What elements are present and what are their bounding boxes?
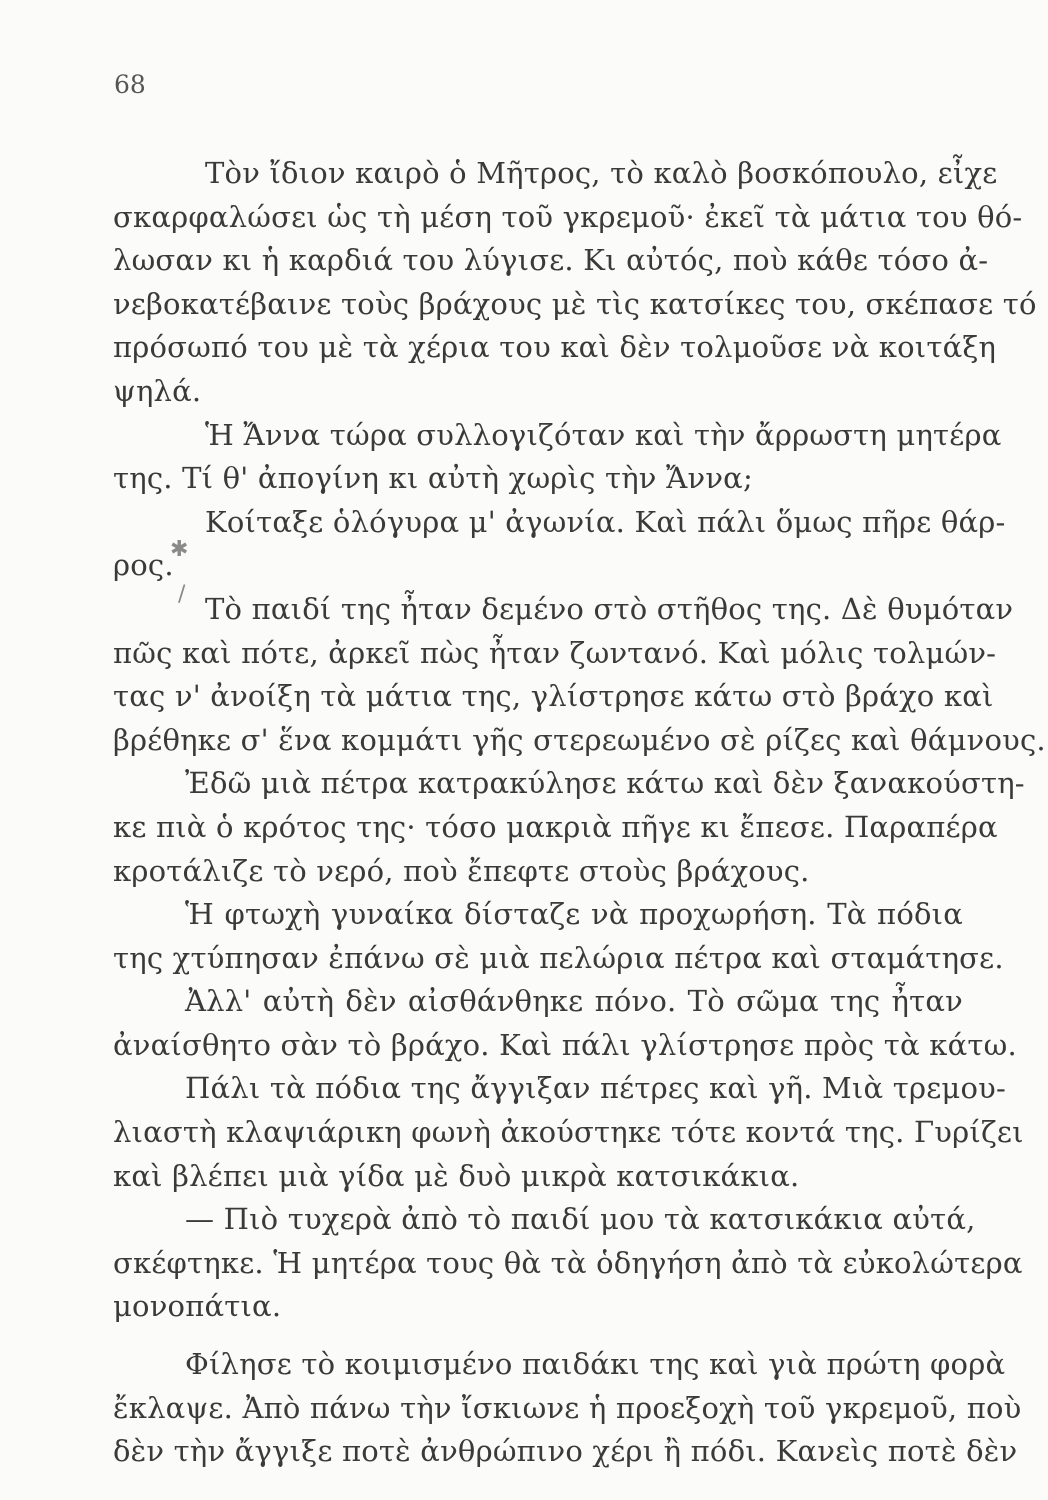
- text-line: καὶ βλέπει μιὰ γίδα μὲ δυὸ μικρὰ κατσικάκια.: [113, 1158, 800, 1193]
- text-line: ρος.: [113, 548, 174, 583]
- text-line: λιαστὴ κλαψιάρικη φωνὴ ἀκούστηκε τότε κοντά της. Γυρίζει: [113, 1115, 1024, 1150]
- text-line: ἀναίσθητο σὰν τὸ βράχο. Καὶ πάλι γλίστρησε πρὸς τὰ κάτω.: [113, 1027, 1017, 1062]
- text-line: Κοίταξε ὁλόγυρα μ' ἀγωνία. Καὶ πάλι ὅμως πῆρε θάρ-: [205, 504, 1006, 539]
- text-line: Φίλησε τὸ κοιμισμένο παιδάκι της καὶ γιὰ πρώτη φορὰ: [185, 1347, 1006, 1382]
- text-line: ψηλά.: [113, 373, 202, 408]
- text-line: ἔκλαψε. Ἀπὸ πάνω τὴν ἴσκιωνε ἡ προεξοχὴ τοῦ γκρεμοῦ, ποὺ: [113, 1390, 1022, 1425]
- text-line: της. Τί θ' ἀπογίνη κι αὐτὴ χωρὶς τὴν Ἄννα;: [113, 461, 753, 496]
- text-line: Ἡ Ἄννα τώρα συλλογιζόταν καὶ τὴν ἄρρωστη μητέρα: [205, 417, 1002, 452]
- text-line: — Πιὸ τυχερὰ ἀπὸ τὸ παιδί μου τὰ κατσικάκια αὐτά,: [185, 1202, 976, 1237]
- text-line: σκαρφαλώσει ὡς τὴ μέση τοῦ γκρεμοῦ· ἐκεῖ τὰ μάτια του θό-: [113, 199, 1023, 234]
- text-line: λωσαν κι ἡ καρδιά του λύγισε. Κι αὐτός, ποὺ κάθε τόσο ἀ-: [113, 243, 989, 278]
- text-line: Ἐδῶ μιὰ πέτρα κατρακύλησε κάτω καὶ δὲν ξανακούστη-: [185, 766, 1025, 801]
- handwritten-star-mark: ✱: [170, 537, 189, 562]
- text-line: Ἀλλ' αὐτὴ δὲν αἰσθάνθηκε πόνο. Τὸ σῶμα της ἦταν: [185, 984, 963, 1019]
- text-line: κροτάλιζε τὸ νερό, ποὺ ἔπεφτε στοὺς βράχους.: [113, 853, 810, 888]
- text-line: πρόσωπό του μὲ τὰ χέρια του καὶ δὲν τολμοῦσε νὰ κοιτάξη: [113, 330, 997, 365]
- text-line: πῶς καὶ πότε, ἀρκεῖ πὼς ἦταν ζωντανό. Καὶ μόλις τολμών-: [113, 635, 997, 670]
- text-line: Ἡ φτωχὴ γυναίκα δίσταζε νὰ προχωρήση. Τὰ πόδια: [185, 897, 963, 932]
- text-line: δὲν τὴν ἄγγιξε ποτὲ ἀνθρώπινο χέρι ἢ πόδι. Κανεὶς ποτὲ δὲν: [113, 1434, 1018, 1469]
- text-line: κε πιὰ ὁ κρότος της· τόσο μακριὰ πῆγε κι ἔπεσε. Παραπέρα: [113, 809, 998, 844]
- paragraph-gap: [113, 1329, 963, 1343]
- text-line: νεβοκατέβαινε τοὺς βράχους μὲ τὶς κατσίκες του, σκέπασε τό: [113, 286, 1037, 321]
- text-line: μονοπάτια.: [113, 1289, 282, 1324]
- text-line: τας ν' ἀνοίξη τὰ μάτια της, γλίστρησε κάτω στὸ βράχο καὶ: [113, 679, 994, 714]
- text-line: σκέφτηκε. Ἡ μητέρα τους θὰ τὰ ὁδηγήση ἀπὸ τὰ εὐκολώτερα: [113, 1245, 1023, 1280]
- body-text: [113, 152, 1046, 1474]
- text-line: Τὸν ἴδιον καιρὸ ὁ Μῆτρος, τὸ καλὸ βοσκόπουλο, εἶχε: [205, 156, 998, 190]
- handwritten-bar-mark: /: [178, 582, 186, 607]
- text-line: της χτύπησαν ἐπάνω σὲ μιὰ πελώρια πέτρα καὶ σταμάτησε.: [113, 940, 1004, 975]
- page-number: 68: [114, 70, 146, 99]
- text-line: Πάλι τὰ πόδια της ἄγγιξαν πέτρες καὶ γῆ. Μιὰ τρεμου-: [185, 1071, 1006, 1106]
- text-line: βρέθηκε σ' ἕνα κομμάτι γῆς στερεωμένο σὲ ρίζες καὶ θάμνους.: [113, 722, 1046, 757]
- text-line: Τὸ παιδί της ἦταν δεμένο στὸ στῆθος της. Δὲ θυμόταν: [205, 591, 1014, 626]
